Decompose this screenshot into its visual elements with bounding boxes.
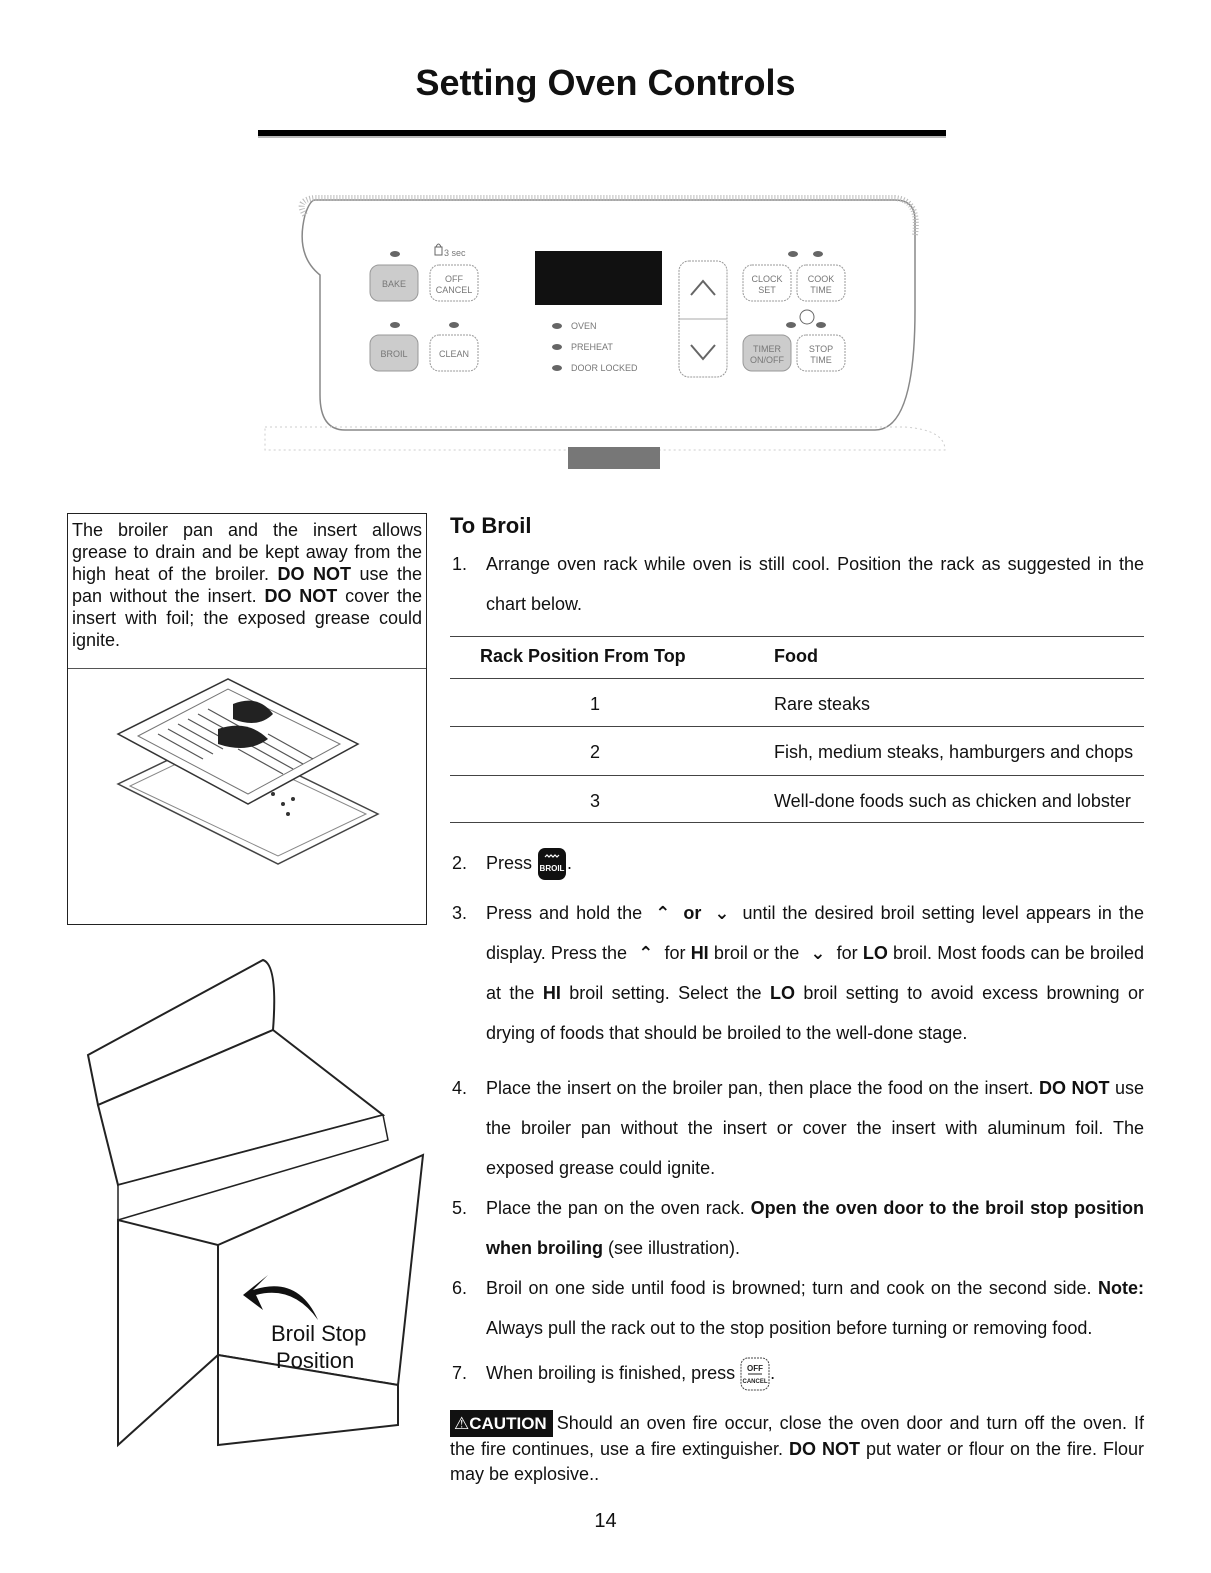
step-text-bold: DO NOT	[1039, 1078, 1110, 1098]
off-cancel-key-icon	[740, 1357, 770, 1391]
table-rule	[450, 726, 1144, 727]
timer-onoff-label: ON/OFF	[750, 355, 784, 365]
step-text: Arrange oven rack while oven is still cool. Position the rack as suggested in the chart below.	[486, 554, 1144, 614]
table-cell-position: 1	[589, 694, 600, 714]
broiler-note-text	[68, 519, 422, 651]
panel-outline	[302, 200, 915, 430]
broiler-note-part: The broiler pan and the insert allows grease to drain and be kept away from the high heat of the broiler.	[72, 520, 422, 584]
step-1	[450, 544, 1144, 624]
broiler-note-bold: DO NOT	[277, 564, 351, 584]
broil-label: BROIL	[380, 349, 408, 359]
caution-badge	[450, 1410, 553, 1437]
step-text-part: until the desired broil setting level appears in the display. Press the	[486, 903, 1144, 963]
caution-bold: DO NOT	[789, 1439, 861, 1459]
bake-label: BAKE	[381, 279, 407, 289]
broil-key-label: BROIL	[539, 864, 565, 874]
cook-time-led	[813, 251, 823, 257]
indicator-preheat: PREHEAT	[571, 342, 613, 352]
table-cell-food: Well-done foods such as chicken and lobster	[774, 791, 1131, 811]
stop-time-label: TIME	[810, 355, 832, 365]
table-cell-position: 3	[589, 791, 600, 811]
table-cell-position: 2	[589, 742, 600, 762]
table-rule	[450, 636, 1144, 637]
stop-label: STOP	[808, 344, 834, 354]
broil-led	[390, 322, 400, 328]
step-number: 5.	[452, 1198, 468, 1218]
step-number: 1.	[452, 554, 468, 574]
step-4	[450, 1068, 1144, 1188]
warning-icon: ⚠	[454, 1414, 470, 1433]
door-locked-led	[552, 365, 562, 371]
step-text-bold: LO	[862, 943, 888, 963]
step-text-part: (see illustration).	[603, 1238, 741, 1258]
cancel-label: CANCEL	[435, 285, 473, 295]
indicator-door-locked: DOOR LOCKED	[571, 363, 638, 373]
control-panel-illustration	[255, 195, 955, 470]
cook-time-label: TIME	[810, 285, 832, 295]
timer-label: TIMER	[753, 344, 781, 354]
step-text-part: broil. Most foods can be broiled at the	[486, 943, 1144, 1003]
step-text-part: for	[664, 943, 686, 963]
step-text	[486, 1353, 1144, 1393]
display-screen	[535, 251, 662, 305]
step-text-bold: HI	[542, 983, 561, 1003]
clock-led	[788, 251, 798, 257]
caution-text: Should an oven fire occur, close the oven door and turn off the oven. If the fire continues, use a fire extinguisher.	[450, 1413, 1144, 1459]
timer-led	[786, 322, 796, 328]
table-header-food: Food	[774, 646, 818, 666]
step-text-part: Press and hold the	[486, 903, 643, 923]
page-number: 14	[594, 1510, 617, 1532]
step-text-part: When broiling is finished, press	[486, 1363, 736, 1383]
preheat-led	[552, 344, 562, 350]
table-rule	[450, 822, 1144, 823]
title-rule	[258, 130, 946, 138]
step-text	[486, 843, 1144, 883]
step-text-part: Place the insert on the broiler pan, then place the food on the insert.	[486, 1078, 1040, 1098]
broiler-note-box	[67, 513, 427, 925]
section-heading: To Broil	[450, 513, 532, 538]
step-text-bold: LO	[769, 983, 795, 1003]
brand-badge	[568, 447, 660, 469]
broil-stop-position-label: Position	[276, 1348, 355, 1373]
step-number: 7.	[452, 1363, 468, 1383]
broil-stop-label: Broil Stop	[271, 1321, 367, 1346]
step-text-part: Place the pan on the oven rack.	[486, 1198, 751, 1218]
step-text-bold: HI	[690, 943, 709, 963]
step-text-part: for	[836, 943, 858, 963]
step-6	[450, 1268, 1144, 1348]
step-text-part: broil setting to avoid excess browning or drying of foods that should be broiled to the well-done stage.	[486, 983, 1144, 1043]
step-text-bold: Note:	[1098, 1278, 1144, 1298]
table-cell-food: Rare steaks	[774, 694, 871, 714]
step-text	[486, 1268, 1144, 1348]
clean-led	[449, 322, 459, 328]
broiler-note-part: use the pan without the insert.	[72, 564, 422, 606]
step-3	[450, 893, 1144, 1053]
step-2	[450, 843, 1144, 883]
bake-led	[390, 251, 400, 257]
broiler-pan-illustration	[108, 674, 398, 919]
broiler-note-part: cover the insert with foil; the exposed grease could ignite.	[72, 586, 423, 650]
clean-label: CLEAN	[438, 349, 470, 359]
step-text-part: Broil on one side until food is browned; turn and cook on the second side.	[486, 1278, 1098, 1298]
step-text-part: use the broiler pan without the insert or cover the insert with aluminum foil. The exposed grease could ignite.	[486, 1078, 1144, 1178]
oven-led	[552, 323, 562, 329]
step-text-bold: or	[683, 903, 702, 923]
step-text-part: Press	[486, 853, 533, 873]
clock-label: CLOCK	[751, 274, 783, 284]
off-key-label: OFF	[747, 1364, 764, 1374]
cook-label: COOK	[807, 274, 835, 284]
broil-key-icon	[537, 847, 567, 881]
caution-badge-label: CAUTION	[469, 1414, 547, 1433]
step-number: 6.	[452, 1278, 468, 1298]
range-side	[118, 1220, 218, 1445]
step-text-part: .	[770, 1363, 776, 1383]
up-arrow-icon: ⌃	[638, 943, 654, 963]
broiler-note-bold: DO NOT	[264, 586, 338, 606]
table-header-position: Rack Position From Top	[480, 646, 686, 666]
lock-label: 3 sec	[444, 248, 466, 258]
step-text-part: broil or the	[713, 943, 800, 963]
cancel-key-label: CANCEL	[742, 1379, 768, 1386]
down-arrow-icon: ⌄	[810, 943, 826, 963]
step-text-bold: Open the oven door to the broil stop position when broiling	[486, 1198, 1145, 1258]
step-number: 2.	[452, 853, 468, 873]
down-arrow-icon: ⌄	[714, 903, 730, 923]
step-text-part: broil setting. Select the	[569, 983, 762, 1003]
clock-set-label: SET	[758, 285, 776, 295]
table-cell-food: Fish, medium steaks, hamburgers and chops	[774, 742, 1134, 762]
step-text-part: Always pull the rack out to the stop position before turning or removing food.	[486, 1318, 1093, 1338]
off-label: OFF	[445, 274, 463, 284]
table-rule	[450, 678, 1144, 679]
step-number: 4.	[452, 1078, 468, 1098]
table-rule	[450, 775, 1144, 776]
step-text	[486, 893, 1144, 1053]
caution-text: put water or flour on the fire. Flour may be explosive..	[450, 1439, 1144, 1484]
broiler-note-divider	[68, 668, 426, 669]
page-title: Setting Oven Controls	[415, 62, 796, 103]
grease-drops	[271, 792, 295, 816]
step-text-part: .	[567, 853, 573, 873]
indicator-oven: OVEN	[571, 321, 597, 331]
up-arrow-icon: ⌃	[655, 903, 671, 923]
step-5	[450, 1188, 1144, 1268]
range-illustration	[78, 955, 438, 1455]
step-7	[450, 1353, 1144, 1393]
stop-time-led	[816, 322, 826, 328]
step-number: 3.	[452, 903, 468, 923]
step-text	[486, 1068, 1144, 1188]
caution-note	[450, 1410, 1144, 1487]
step-text	[486, 1188, 1144, 1268]
